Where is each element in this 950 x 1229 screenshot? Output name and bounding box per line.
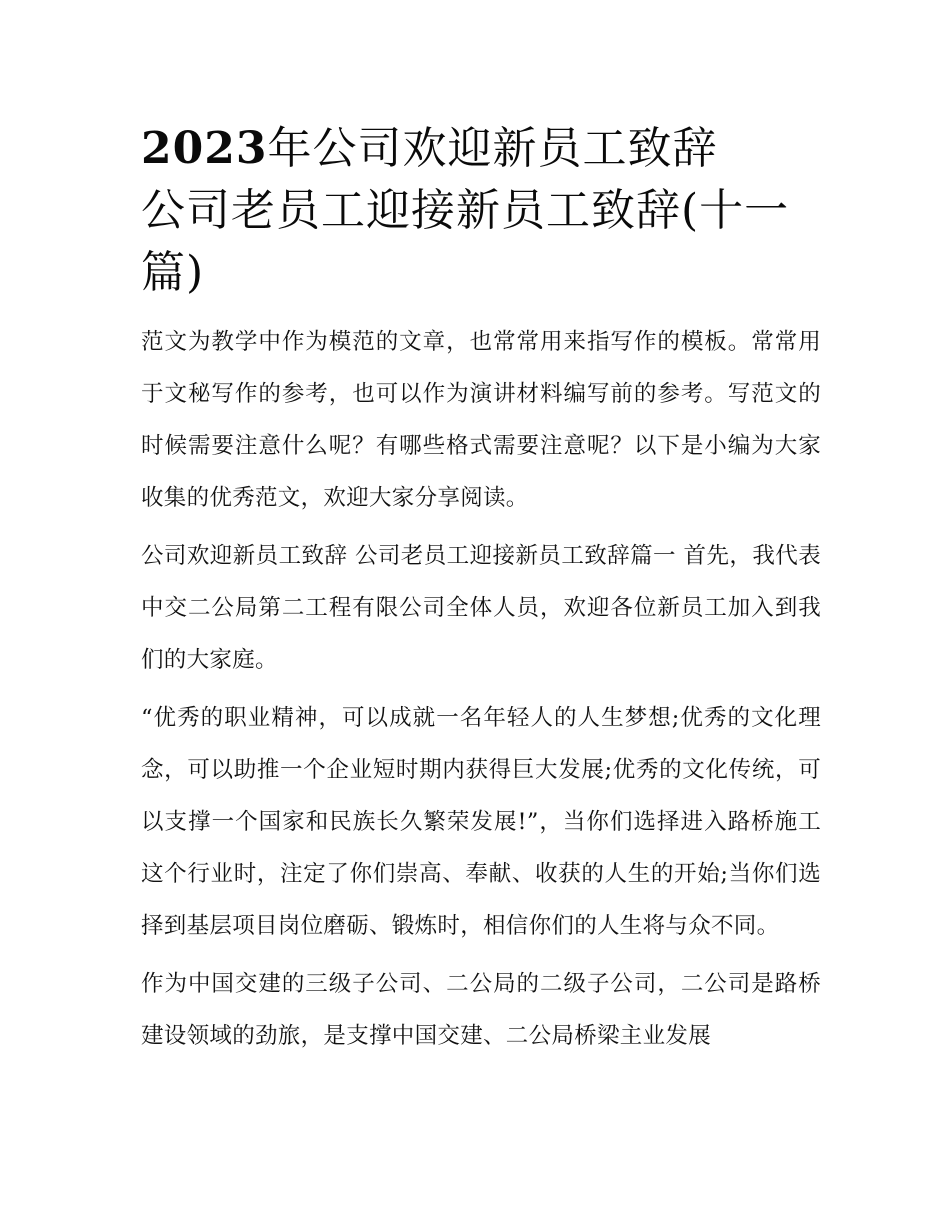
document-body (141, 118, 821, 1068)
paragraph-quote: “优秀的职业精神，可以成就一名年轻人的人生梦想;优秀的文化理念，可以助推一个企业短时期内获得巨大发展;优秀的文化传统，可以支撑一个国家和民族长久繁荣发展!”，当你们选择进入路桥施工这个行业时，注定了你们崇高、奉献、收获的人生的开始;当你们选择到基层项目岗位磨砺、锻炼时，相信你们的人生将与众不同。 (141, 705, 821, 939)
title-year: 2023 (141, 123, 268, 174)
paragraph-welcome: 公司欢迎新员工致辞 公司老员工迎接新员工致辞篇一 首先，我代表中交二公局第二工程有限公司全体人员，欢迎各位新员工加入到我们的大家庭。 (141, 543, 821, 673)
document-title (141, 118, 821, 304)
title-line-1-text: 年公司欢迎新员工致辞 (267, 123, 718, 174)
title-line-1 (141, 118, 821, 180)
paragraph-intro: 范文为教学中作为模范的文章，也常常用来指写作的模板。常常用于文秘写作的参考，也可以作为演讲材料编写前的参考。写范文的时候需要注意什么呢？有哪些格式需要注意呢？以下是小编为大家收集的优秀范文，欢迎大家分享阅读。 (141, 329, 821, 511)
paragraph-company: 作为中国交建的三级子公司、二公局的二级子公司，二公司是路桥建设领域的劲旅，是支撑中国交建、二公局桥梁主业发展 (141, 971, 821, 1049)
title-line-2: 公司老员工迎接新员工致辞(十一篇) (141, 185, 790, 298)
